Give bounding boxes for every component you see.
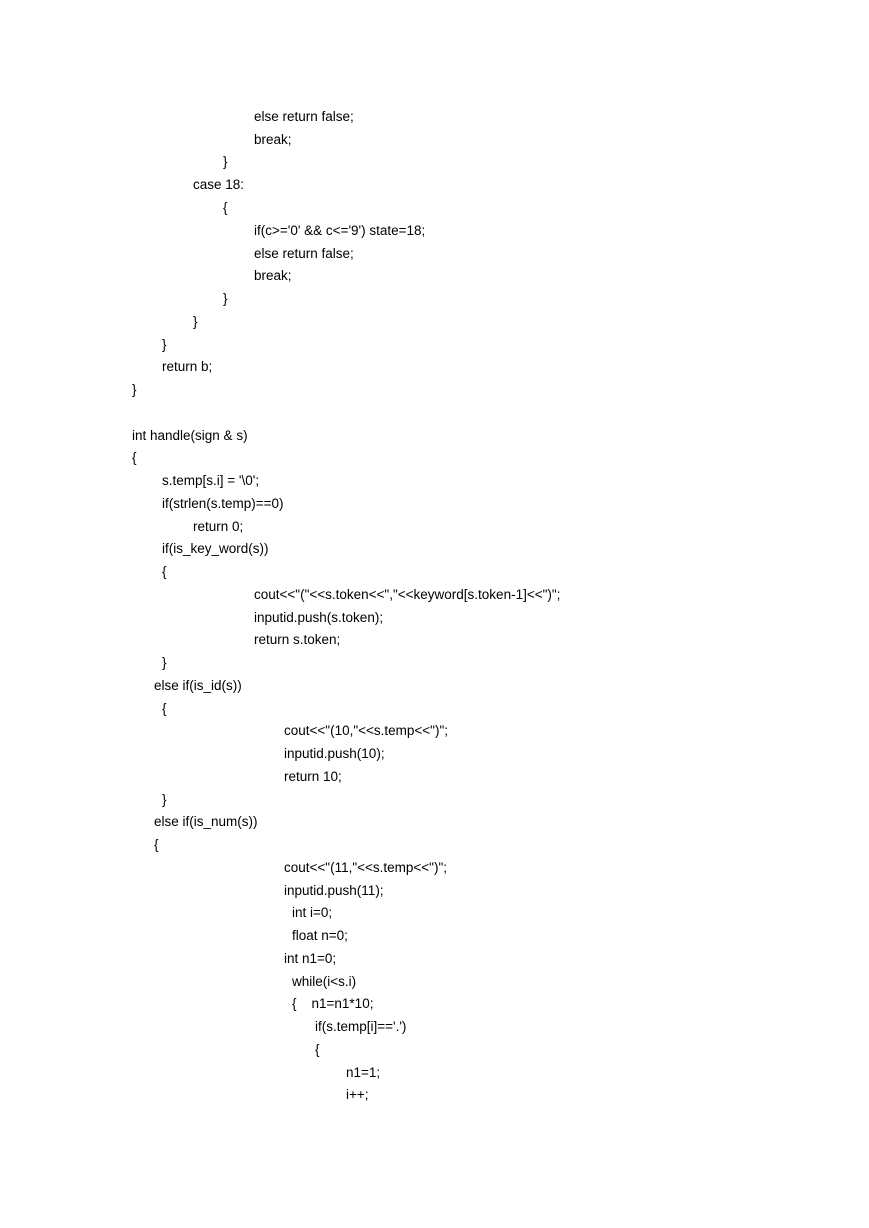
code-line: return s.token; [254, 632, 341, 647]
code-line: int n1=0; [284, 951, 337, 966]
code-line: else return false; [254, 109, 354, 124]
code-line: if(s.temp[i]=='.') [315, 1019, 407, 1034]
code-line: else if(is_num(s)) [154, 814, 258, 829]
code-line: cout<<"("<<s.token<<","<<keyword[s.token-1]<<")"; [254, 587, 561, 602]
code-line: { [162, 564, 167, 579]
code-line: } [223, 154, 228, 169]
code-line: int handle(sign & s) [132, 428, 248, 443]
code-line: break; [254, 132, 292, 147]
code-line: } [223, 291, 228, 306]
code-line: inputid.push(11); [284, 883, 384, 898]
code-line: inputid.push(10); [284, 746, 385, 761]
code-line: { n1=n1*10; [292, 996, 374, 1011]
code-line: } [162, 792, 167, 807]
code-line: if(is_key_word(s)) [162, 541, 269, 556]
code-line: else if(is_id(s)) [154, 678, 242, 693]
code-line: n1=1; [346, 1065, 381, 1080]
code-line: } [162, 337, 167, 352]
code-line: { [132, 450, 137, 465]
code-line: float n=0; [292, 928, 348, 943]
code-line: } [193, 314, 198, 329]
code-line: { [162, 701, 167, 716]
code-line: int i=0; [292, 905, 333, 920]
code-line: else return false; [254, 246, 354, 261]
code-line: inputid.push(s.token); [254, 610, 384, 625]
code-line: s.temp[s.i] = '\0'; [162, 473, 260, 488]
code-line: return 10; [284, 769, 342, 784]
code-line: if(c>='0' && c<='9') state=18; [254, 223, 426, 238]
code-line: case 18: [193, 177, 245, 192]
code-line: break; [254, 268, 292, 283]
code-line: return b; [162, 359, 213, 374]
code-line: return 0; [193, 519, 244, 534]
code-line: cout<<"(11,"<<s.temp<<")"; [284, 860, 448, 875]
code-line: if(strlen(s.temp)==0) [162, 496, 284, 511]
code-line: i++; [346, 1087, 369, 1102]
code-line: } [162, 655, 167, 670]
code-line: cout<<"(10,"<<s.temp<<")"; [284, 723, 449, 738]
code-line: { [223, 200, 228, 215]
code-line: while(i<s.i) [292, 974, 357, 989]
code-line: { [315, 1042, 320, 1057]
code-line: } [132, 382, 137, 397]
code-line: { [154, 837, 159, 852]
